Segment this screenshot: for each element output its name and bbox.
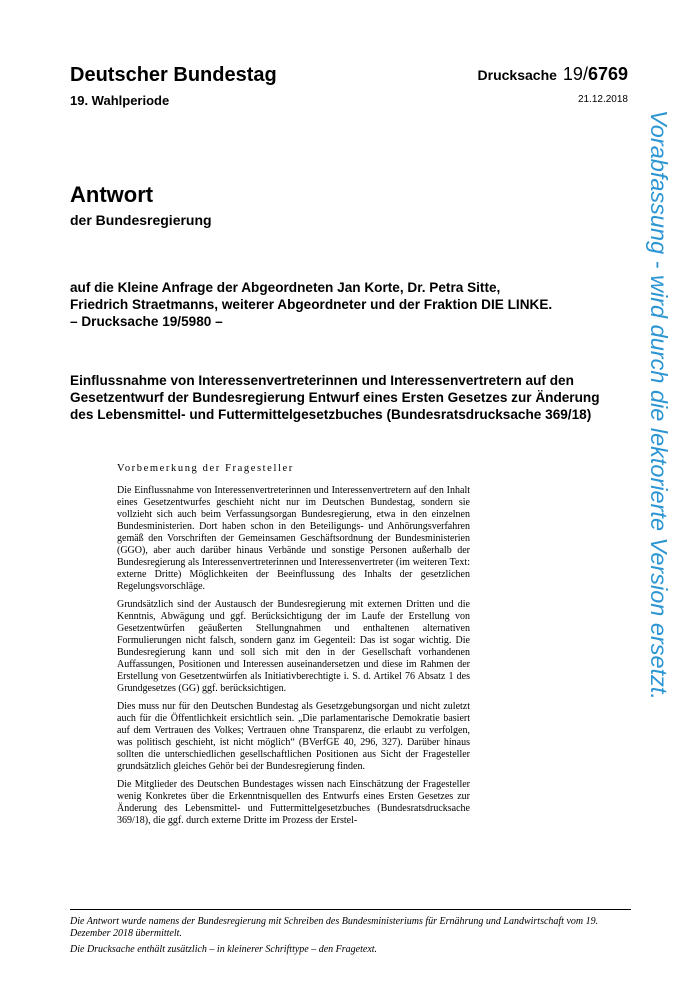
- watermark: Vorabfassung - wird durch die lektorierte Version ersetzt.: [646, 110, 672, 700]
- subject-line: Einflussnahme von Interessenvertreterinnen und Interessenvertretern auf den: [70, 373, 574, 388]
- subject-line: Gesetzentwurf der Bundesregierung Entwurf eines Ersten Gesetzes zur Änderung: [70, 390, 600, 405]
- drucksache-number: [478, 64, 628, 85]
- preliminary-paragraph: Grundsätzlich sind der Austausch der Bundesregierung mit externen Dritten und die Kenntnis, Abwägung und ggf. Berücksichtigung der im Laufe der Erstellung von Gesetzentwürfen geäußerten Stellungnahmen und enthaltenen alternativen Formulierungen nicht falsch, sondern ganz im Gegenteil: Das ist sogar wichtig. Die Bundesregierung kann und soll sich mit den in der Gesellschaft vorhandenen Auffassungen, Positionen und Interessen auseinandersetzen und diese im Rahmen der Erstellung von Gesetzentwürfen als Initiativberechtigte i. S. d. Artikel 76 Absatz 1 des Grundgesetzes (GG) ggf. berücksichtigen.: [117, 599, 470, 694]
- election-period: 19. Wahlperiode: [70, 93, 170, 108]
- footnotes: [70, 916, 640, 960]
- document-subject: [70, 372, 640, 423]
- footnote-divider: [70, 909, 631, 910]
- inquiry-line: Friedrich Straetmanns, weiterer Abgeordneter und der Fraktion DIE LINKE.: [70, 297, 553, 312]
- drucksache-prefix: 19/: [562, 64, 588, 84]
- organization-name: Deutscher Bundestag: [70, 64, 277, 86]
- inquiry-reference: [70, 279, 630, 330]
- subject-line: des Lebensmittel- und Futtermittelgesetzbuches (Bundesratsdrucksache 369/18): [70, 407, 592, 422]
- inquiry-line: – Drucksache 19/5980 –: [70, 314, 223, 329]
- document-sender: der Bundesregierung: [70, 212, 212, 228]
- drucksache-id: 6769: [587, 64, 628, 84]
- preliminary-paragraph: Die Mitglieder des Deutschen Bundestages wissen nach Einschätzung der Fragesteller wenig Konkretes über die Erkenntnisquellen des Entwurfs eines Ersten Gesetzes zur Änderung des Lebensmittel- und Futtermittelgesetzbuches (Bundesratsdrucksache 369/18), die ggf. durch externe Dritte im Prozess der Erstel-: [117, 779, 470, 826]
- document-date: 21.12.2018: [577, 94, 628, 105]
- footnote: Die Drucksache enthält zusätzlich – in kleinerer Schrifttype – den Fragetext.: [70, 944, 378, 955]
- preliminary-paragraph: Die Einflussnahme von Interessenvertreterinnen und Interessenvertretern auf den Inhalt eines Gesetzentwurfes geschieht nicht nur im Deutschen Bundestag, sondern sie vollzieht sich auch beim Verfassungsorgan Bundesregierung, etwa in den einzelnen Bundesministerien. Dort haben schon in den Beteiligungs- und Anhörungsverfahren gemäß den Vorschriften der Gemeinsamen Geschäftsordnung der Bundesministerien (GGO), aber auch darüber hinaus Verbände und sonstige Personen außerhalb der Bundesregierung als Interessenvertreterinnen und Interessenvertreter (im weiteren Text: externe Dritte) Möglichkeiten der Beeinflussung des Inhalts der gesetzlichen Regelungsvorschläge.: [117, 485, 470, 592]
- preliminary-title: Vorbemerkung der Fragesteller: [117, 463, 294, 474]
- drucksache-label: Drucksache: [477, 67, 557, 83]
- preliminary-paragraph: Dies muss nur für den Deutschen Bundestag als Gesetzgebungsorgan und nicht zuletzt auch für die Öffentlichkeit ersichtlich sein. „Die parlamentarische Demokratie basiert auf dem Vertrauen des Volkes; Vertrauen ohne Transparenz, die erlaubt zu verfolgen, was politisch geschieht, ist nicht möglich“ (BVerfGE 40, 296, 327). Darüber hinaus sollten die unterschiedlichen gesellschaftlichen Positionen aus Sicht der Fragesteller grundsätzlich gleiches Gehör bei der Bundesregierung finden.: [117, 701, 470, 772]
- document-type: Antwort: [70, 182, 154, 207]
- footnote: Die Antwort wurde namens der Bundesregierung mit Schreiben des Bundesministeriums für Ernährung und Landwirtschaft vom 19. Dezember 2018 übermittelt.: [70, 916, 599, 939]
- inquiry-line: auf die Kleine Anfrage der Abgeordneten Jan Korte, Dr. Petra Sitte,: [70, 280, 501, 295]
- preliminary-remark: [117, 463, 470, 833]
